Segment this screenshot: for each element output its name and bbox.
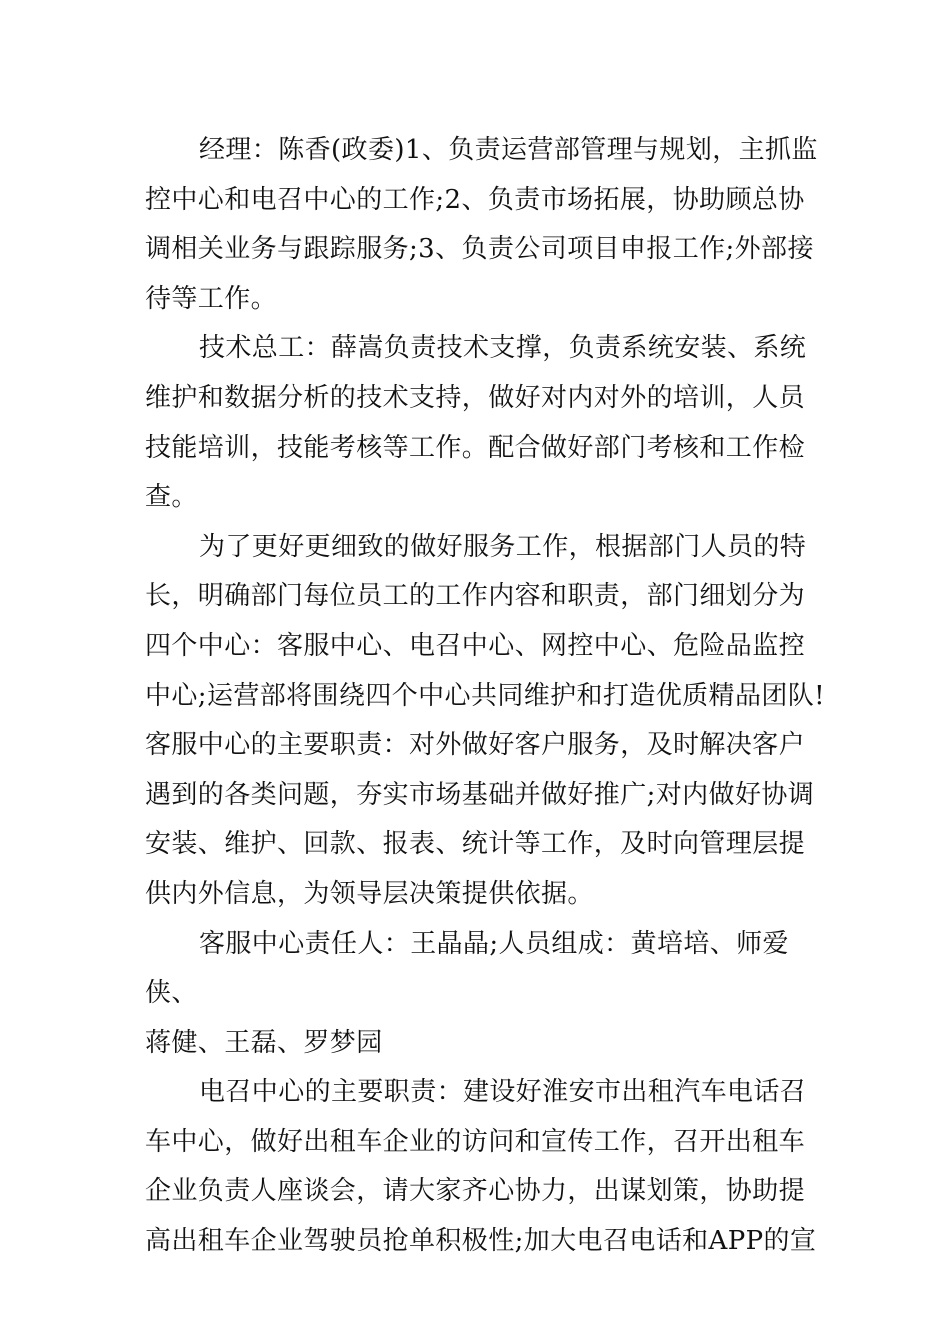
text-line: 遇到的各类问题，夯实市场基础并做好推广;对内做好协调 — [145, 779, 815, 810]
text-line: 企业负责人座谈会，请大家齐心协力，出谋划策，协助提 — [145, 1176, 806, 1207]
text-line: 客服中心的主要职责：对外做好客户服务，及时解决客户 — [145, 730, 806, 761]
document-body — [145, 126, 825, 1267]
text-line: 长，明确部门每位员工的工作内容和职责，部门细划分为 — [145, 581, 806, 612]
paragraph-dispatch-center — [145, 1068, 825, 1266]
text-line: 待等工作。 — [145, 283, 278, 314]
text-line: 供内外信息，为领导层决策提供依据。 — [145, 878, 594, 909]
paragraph-centers — [145, 523, 825, 920]
text-line: 维护和数据分析的技术支持，做好对内对外的培训，人员 — [145, 382, 806, 413]
paragraph-customer-service-team — [145, 920, 825, 1069]
paragraph-tech-lead — [145, 324, 825, 522]
text-line: 查。 — [145, 482, 198, 513]
text-line: 四个中心：客服中心、电召中心、网控中心、危险品监控 — [145, 630, 806, 661]
text-line: 经理：陈香(政委)1、负责运营部管理与规划，主抓监 — [199, 135, 818, 165]
text-line: 中心;运营部将围绕四个中心共同维护和打造优质精品团队! — [145, 680, 826, 711]
text-line: 技能培训，技能考核等工作。配合做好部门考核和工作检 — [145, 432, 806, 463]
paragraph-manager — [145, 126, 825, 324]
text-line: 为了更好更细致的做好服务工作，根据部门人员的特 — [199, 531, 807, 562]
text-line: 技术总工：薛嵩负责技术支撑，负责系统安装、系统 — [199, 333, 807, 364]
text-line: 控中心和电召中心的工作;2、负责市场拓展，协助顾总协 — [145, 184, 805, 215]
text-line: 车中心，做好出租车企业的访问和宣传工作，召开出租车 — [145, 1126, 806, 1157]
text-line: 安装、维护、回款、报表、统计等工作，及时向管理层提 — [145, 829, 806, 860]
text-line: 电召中心的主要职责：建设好淮安市出租汽车电话召 — [199, 1077, 807, 1108]
text-line: 高出租车企业驾驶员抢单积极性;加大电召电话和APP的宣 — [145, 1226, 817, 1257]
text-line: 调相关业务与跟踪服务;3、负责公司项目申报工作;外部接 — [145, 234, 814, 265]
text-line: 客服中心责任人：王晶晶;人员组成：黄培培、师爱侠、 — [145, 928, 789, 1009]
text-line: 蒋健、王磊、罗梦园 — [145, 1027, 383, 1058]
